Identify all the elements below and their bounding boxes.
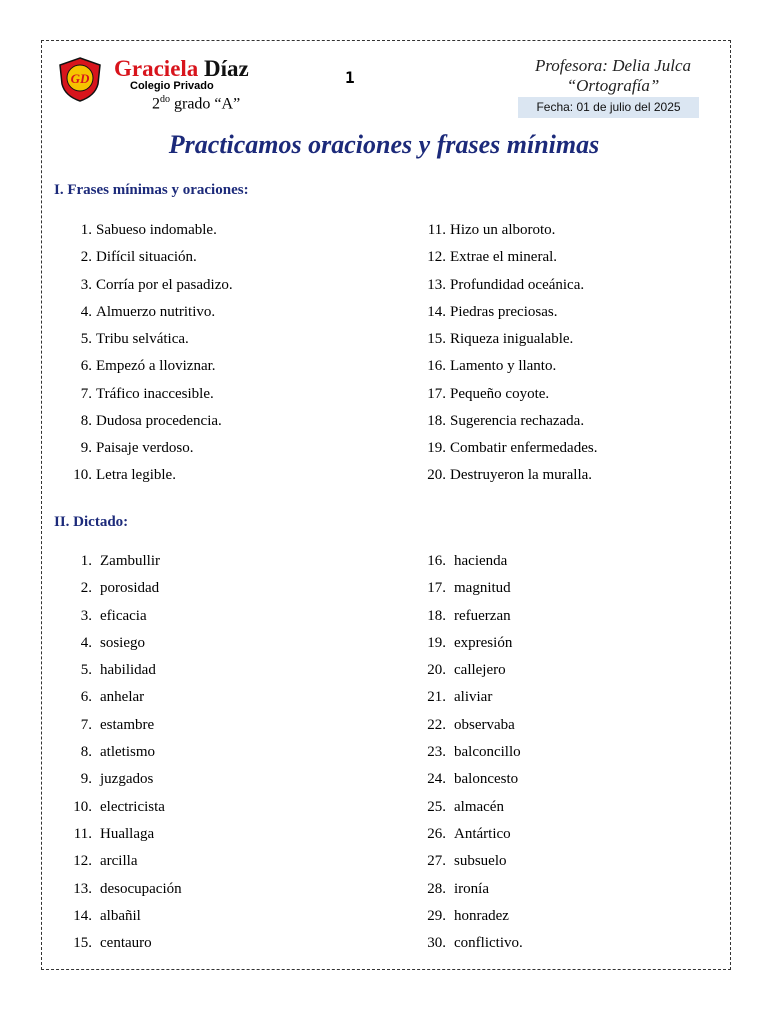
list-item bbox=[80, 766, 182, 793]
list-item-number: 16. bbox=[427, 358, 446, 375]
list-item-text: Profundidad oceánica. bbox=[450, 276, 585, 293]
list-item bbox=[73, 903, 182, 930]
list-item bbox=[80, 684, 182, 711]
teacher-block bbox=[490, 56, 736, 96]
list-item-number: 29. bbox=[427, 907, 446, 924]
list-item-text: atletismo bbox=[100, 744, 155, 761]
list-item-text: Tráfico inaccesible. bbox=[96, 385, 214, 402]
list-item-text: Piedras preciosas. bbox=[450, 303, 558, 320]
list-item-text: Sugerencia rechazada. bbox=[450, 412, 585, 429]
list-item bbox=[427, 408, 597, 435]
list-item-text: centauro bbox=[100, 935, 152, 952]
school-name-first: Graciela bbox=[114, 56, 199, 81]
page-title: Practicamos oraciones y frases mínimas bbox=[168, 130, 600, 159]
list-item-number: 21. bbox=[427, 689, 446, 706]
list-item-text: arcilla bbox=[100, 853, 138, 870]
list-item bbox=[73, 821, 182, 848]
list-item-text: desocupación bbox=[100, 880, 182, 897]
list-item-number: 10. bbox=[73, 798, 92, 815]
list-item-text: Combatir enfermedades. bbox=[450, 440, 598, 456]
list-item-text: aliviar bbox=[454, 689, 493, 706]
list-item-number: 3. bbox=[80, 607, 92, 624]
list-item-number: 19. bbox=[427, 440, 446, 456]
list-item-text: habilidad bbox=[100, 662, 156, 679]
list-item-number: 5. bbox=[80, 331, 92, 347]
list-item bbox=[427, 794, 523, 821]
list-item-text: callejero bbox=[454, 662, 506, 679]
subject-name: “Ortografía” bbox=[566, 76, 660, 95]
list-item-text: albañil bbox=[100, 907, 141, 924]
list-item-text: estambre bbox=[100, 716, 155, 733]
list-item-text: Empezó a lloviznar. bbox=[96, 358, 216, 375]
list-item-text: hacienda bbox=[454, 553, 508, 569]
list-item-number: 19. bbox=[427, 634, 446, 651]
list-item bbox=[80, 548, 182, 575]
list-item bbox=[427, 575, 523, 602]
list-item-text: expresión bbox=[454, 634, 513, 651]
list-item-number: 4. bbox=[80, 303, 92, 320]
list-item bbox=[80, 217, 233, 244]
list-item-text: juzgados bbox=[100, 771, 154, 788]
date-box: Fecha: 01 de julio del 2025 bbox=[518, 97, 699, 118]
list-item-number: 26. bbox=[427, 825, 446, 842]
teacher-name: Profesora: Delia Julca bbox=[534, 56, 692, 75]
section-1-list-left bbox=[73, 217, 233, 490]
list-item bbox=[427, 603, 523, 630]
school-subtitle: Colegio Privado bbox=[130, 80, 214, 92]
list-item bbox=[427, 217, 597, 244]
list-item-number: 18. bbox=[427, 607, 446, 624]
list-item-number: 23. bbox=[427, 744, 446, 761]
list-item bbox=[427, 353, 597, 380]
list-item bbox=[427, 244, 597, 271]
list-item bbox=[427, 766, 523, 793]
page-number: 1 bbox=[345, 68, 355, 87]
list-item-number: 6. bbox=[80, 358, 92, 375]
section-2-heading: II. Dictado: bbox=[54, 514, 129, 530]
grade-label bbox=[152, 94, 240, 113]
list-item-number: 28. bbox=[427, 880, 446, 897]
school-logo-icon bbox=[57, 56, 103, 102]
list-item-text: baloncesto bbox=[454, 771, 519, 788]
list-item bbox=[80, 739, 182, 766]
list-item-number: 24. bbox=[427, 771, 446, 788]
list-item bbox=[427, 821, 523, 848]
list-item-text: subsuelo bbox=[454, 853, 507, 870]
list-item-text: Riqueza inigualable. bbox=[450, 331, 574, 347]
list-item-text: porosidad bbox=[100, 580, 160, 597]
list-item bbox=[80, 299, 233, 326]
list-item bbox=[427, 712, 523, 739]
list-item-number: 18. bbox=[427, 412, 446, 429]
list-item-number: 15. bbox=[73, 935, 92, 952]
list-item bbox=[427, 381, 597, 408]
list-item-text: Dudosa procedencia. bbox=[96, 412, 222, 429]
list-item-number: 3. bbox=[80, 276, 92, 293]
list-item bbox=[80, 408, 233, 435]
list-item-text: Sabueso indomable. bbox=[96, 222, 217, 238]
list-item bbox=[427, 462, 597, 489]
list-item bbox=[427, 299, 597, 326]
list-item bbox=[80, 712, 182, 739]
list-item-number: 16. bbox=[427, 553, 446, 569]
list-item-text: Difícil situación. bbox=[96, 249, 197, 266]
list-item-text: Extrae el mineral. bbox=[450, 249, 558, 266]
list-item-number: 11. bbox=[73, 825, 92, 842]
list-item-number: 5. bbox=[80, 662, 92, 679]
list-item-text: Zambullir bbox=[100, 553, 160, 569]
grade-number: 2 bbox=[152, 95, 160, 113]
list-item-number: 8. bbox=[80, 412, 92, 429]
list-item-text: ironía bbox=[454, 880, 489, 897]
list-item-text: eficacia bbox=[100, 607, 147, 624]
list-item-text: Tribu selvática. bbox=[96, 331, 189, 347]
list-item-text: Destruyeron la muralla. bbox=[450, 467, 593, 484]
list-item-number: 25. bbox=[427, 798, 446, 815]
list-item-text: sosiego bbox=[100, 634, 145, 651]
list-item bbox=[80, 272, 233, 299]
list-item bbox=[427, 326, 597, 353]
list-item-text: anhelar bbox=[100, 689, 145, 706]
list-item bbox=[427, 876, 523, 903]
list-item bbox=[80, 381, 233, 408]
list-item-text: observaba bbox=[454, 716, 515, 733]
list-item bbox=[427, 930, 523, 957]
section-2-list-right bbox=[427, 548, 523, 957]
list-item-text: balconcillo bbox=[454, 744, 521, 761]
list-item-number: 27. bbox=[427, 853, 446, 870]
list-item-number: 14. bbox=[73, 907, 92, 924]
list-item-number: 1. bbox=[80, 553, 92, 569]
list-item bbox=[80, 575, 182, 602]
list-item-number: 14. bbox=[427, 303, 446, 320]
list-item bbox=[427, 684, 523, 711]
list-item bbox=[427, 739, 523, 766]
list-item-number: 6. bbox=[80, 689, 92, 706]
list-item-number: 13. bbox=[427, 276, 446, 293]
list-item-text: honradez bbox=[454, 907, 509, 924]
section-1-heading: I. Frases mínimas y oraciones: bbox=[54, 182, 249, 198]
list-item-number: 20. bbox=[427, 467, 446, 484]
list-item bbox=[427, 548, 523, 575]
list-item-number: 9. bbox=[80, 771, 92, 788]
grade-suffix: do bbox=[160, 94, 170, 105]
school-name bbox=[114, 56, 249, 82]
list-item-text: electricista bbox=[100, 798, 165, 815]
list-item-number: 22. bbox=[427, 716, 446, 733]
list-item bbox=[427, 848, 523, 875]
list-item-number: 4. bbox=[80, 634, 92, 651]
list-item bbox=[427, 630, 523, 657]
list-item-number: 11. bbox=[427, 222, 446, 238]
list-item-text: Pequeño coyote. bbox=[450, 385, 550, 402]
section-2-list-left bbox=[73, 548, 182, 957]
list-item-text: Corría por el pasadizo. bbox=[96, 276, 233, 293]
list-item-number: 10. bbox=[73, 467, 92, 484]
list-item-text: refuerzan bbox=[454, 607, 511, 624]
list-item-text: Huallaga bbox=[100, 825, 155, 842]
list-item bbox=[80, 603, 182, 630]
list-item-number: 7. bbox=[80, 385, 92, 402]
list-item bbox=[80, 353, 233, 380]
list-item bbox=[427, 435, 598, 462]
list-item bbox=[73, 930, 182, 957]
list-item-number: 17. bbox=[427, 580, 446, 597]
list-item bbox=[80, 244, 233, 271]
list-item-number: 9. bbox=[80, 440, 92, 456]
list-item-text: Lamento y llanto. bbox=[450, 358, 557, 375]
list-item-text: almacén bbox=[454, 798, 504, 815]
list-item-text: conflictivo. bbox=[454, 935, 523, 952]
list-item-number: 30. bbox=[427, 935, 446, 952]
list-item-text: Letra legible. bbox=[96, 467, 176, 484]
list-item bbox=[427, 657, 523, 684]
list-item-number: 2. bbox=[80, 580, 92, 597]
list-item bbox=[73, 794, 182, 821]
logo-text: GD bbox=[70, 71, 90, 86]
list-item bbox=[73, 876, 182, 903]
list-item-number: 15. bbox=[427, 331, 446, 347]
list-item-number: 12. bbox=[73, 853, 92, 870]
list-item-text: magnitud bbox=[454, 580, 511, 597]
list-item-text: Paisaje verdoso. bbox=[96, 440, 194, 456]
list-item bbox=[80, 435, 233, 462]
list-item bbox=[73, 848, 182, 875]
list-item-number: 12. bbox=[427, 249, 446, 266]
list-item-number: 17. bbox=[427, 385, 446, 402]
list-item-text: Almuerzo nutritivo. bbox=[96, 303, 216, 320]
grade-rest: grado “A” bbox=[170, 95, 241, 113]
list-item bbox=[427, 272, 597, 299]
list-item-number: 1. bbox=[80, 222, 92, 238]
list-item-number: 13. bbox=[73, 880, 92, 897]
list-item-text: Antártico bbox=[454, 825, 511, 842]
list-item bbox=[80, 326, 233, 353]
list-item bbox=[73, 462, 233, 489]
list-item-number: 20. bbox=[427, 662, 446, 679]
list-item-text: Hizo un alboroto. bbox=[450, 222, 556, 238]
list-item bbox=[80, 657, 182, 684]
list-item bbox=[80, 630, 182, 657]
list-item-number: 7. bbox=[80, 716, 92, 733]
list-item bbox=[427, 903, 523, 930]
list-item-number: 8. bbox=[80, 744, 92, 761]
list-item-number: 2. bbox=[80, 249, 92, 266]
school-name-last: Díaz bbox=[204, 56, 249, 81]
section-1-list-right bbox=[427, 217, 598, 490]
